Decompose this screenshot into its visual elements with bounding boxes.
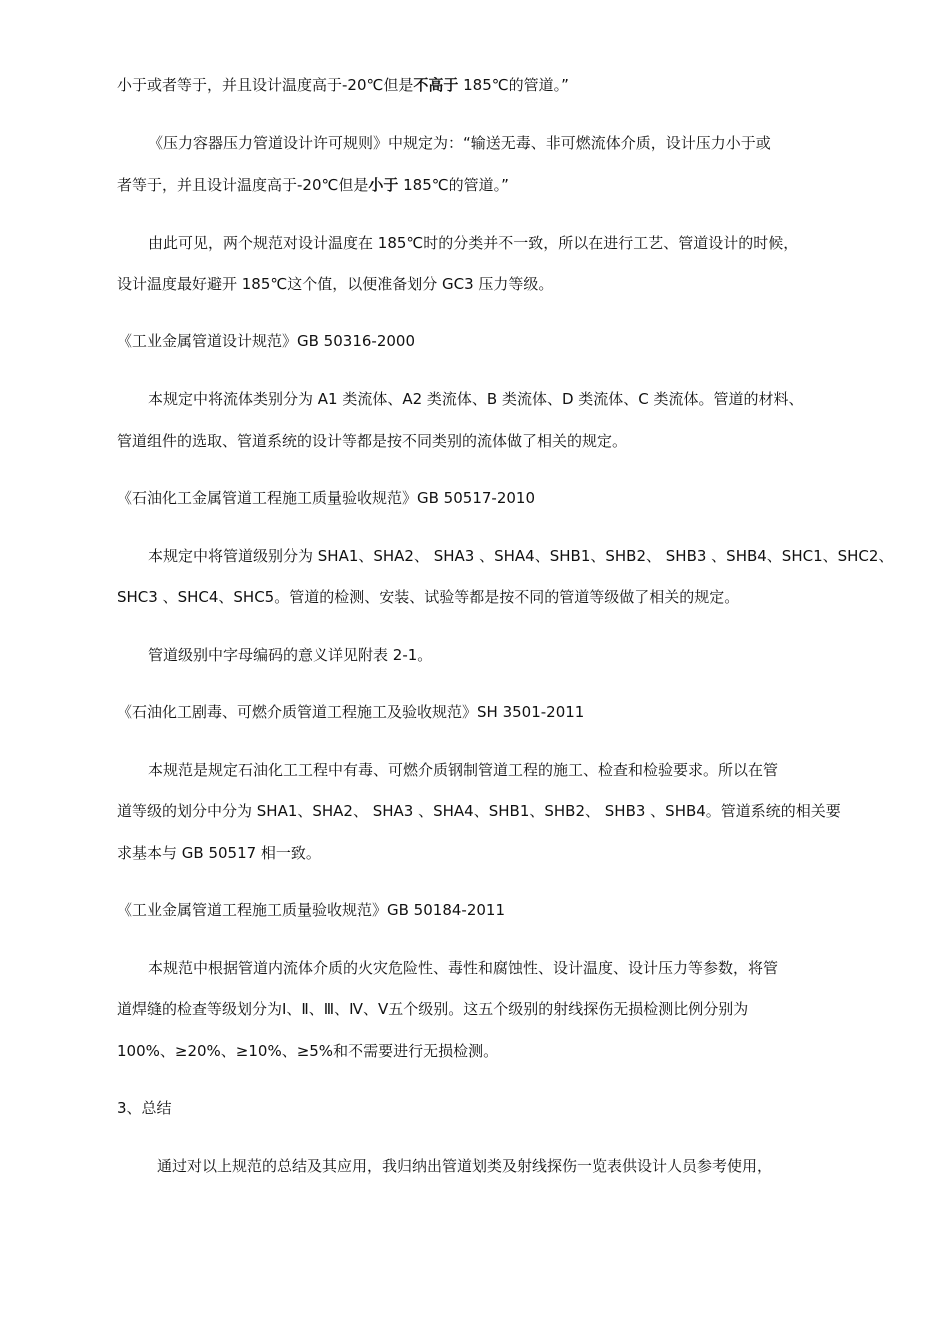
paragraph-line: 本规范是规定石油化工工程中有毒、可燃介质钢制管道工程的施工、检查和检验要求。所以在管 [148,761,779,779]
paragraph-line: 本规定中将管道级别分为 SHA1、SHA2、 SHA3 、SHA4、SHB1、SHB2、 SHB3 、SHB4、SHC1、SHC2、 [148,547,894,565]
paragraph-line: 道等级的划分中分为 SHA1、SHA2、 SHA3 、SHA4、SHB1、SHB2、 SHB3 、SHB4。管道系统的相关要 [117,802,841,820]
section-heading: 《石油化工金属管道工程施工质量验收规范》GB 50517-2010 [117,489,535,507]
paragraph-line: 本规范中根据管道内流体介质的火灾危险性、毒性和腐蚀性、设计温度、设计压力等参数，将管 [148,959,779,977]
paragraph-line: SHC3 、SHC4、SHC5。管道的检测、安装、试验等都是按不同的管道等级做了相关的规定。 [117,588,740,606]
paragraph-line [117,175,858,195]
paragraph-continuation-line [117,75,858,95]
text-run: 小于或者等于，并且设计温度高于-20℃但是 [117,76,414,94]
paragraph-line: 《压力容器压力管道设计许可规则》中规定为：“输送无毒、非可燃流体介质，设计压力小于或 [148,134,771,152]
paragraph-line: 道焊缝的检查等级划分为Ⅰ、Ⅱ、Ⅲ、Ⅳ、Ⅴ五个级别。这五个级别的射线探伤无损检测比例分别为 [117,1000,749,1018]
paragraph-line: 设计温度最好避开 185℃这个值，以便准备划分 GC3 压力等级。 [117,275,554,293]
paragraph-line: 求基本与 GB 50517 相一致。 [117,844,321,862]
section-heading: 《工业金属管道工程施工质量验收规范》GB 50184-2011 [117,901,505,919]
paragraph-line: 管道组件的选取、管道系统的设计等都是按不同类别的流体做了相关的规定。 [117,432,628,450]
section-heading: 《石油化工剧毒、可燃介质管道工程施工及验收规范》SH 3501-2011 [117,703,585,721]
bold-text-run: 不高于 [413,76,459,94]
bold-text-run: 小于 [368,176,399,194]
paragraph-line: 100%、≥20%、≥10%、≥5%和不需要进行无损检测。 [117,1042,499,1060]
text-run: 185℃的管道。” [458,76,569,94]
section-heading: 3、总结 [117,1099,172,1117]
paragraph-line: 本规定中将流体类别分为 A1 类流体、A2 类流体、B 类流体、D 类流体、C 类流体。管道的材料、 [148,390,804,408]
text-run: 者等于，并且设计温度高于-20℃但是 [117,176,369,194]
paragraph-line: 由此可见，两个规范对设计温度在 185℃时的分类并不一致，所以在进行工艺、管道设计的时候， [148,234,799,252]
section-heading: 《工业金属管道设计规范》GB 50316-2000 [117,332,415,350]
text-run: 185℃的管道。” [398,176,509,194]
paragraph-line: 管道级别中字母编码的意义详见附表 2-1。 [148,646,433,664]
paragraph-line: 通过对以上规范的总结及其应用，我归纳出管道划类及射线探伤一览表供设计人员参考使用， [157,1157,773,1175]
